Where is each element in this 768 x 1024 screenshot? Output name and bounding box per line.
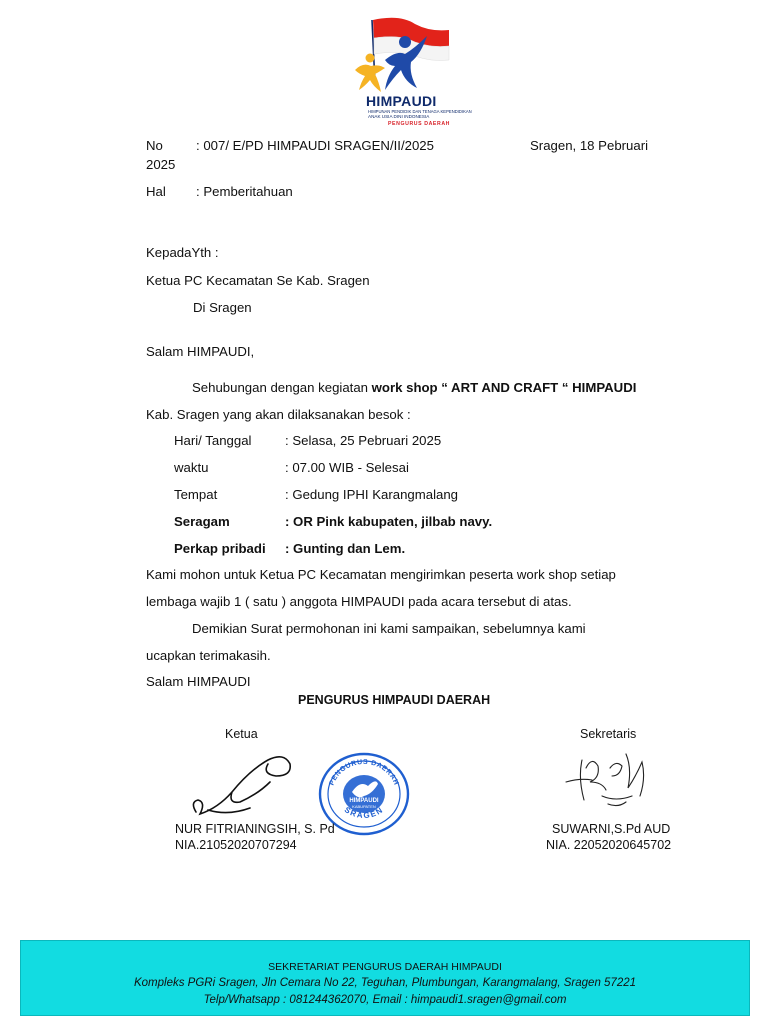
signatory-right-role: Sekretaris <box>580 727 637 741</box>
letter-subject-label: Hal <box>146 184 166 199</box>
detail-value: : OR Pink kabupaten, jilbab navy. <box>285 514 493 529</box>
letter-number-label: No <box>146 138 163 153</box>
signatory-right-name: SUWARNI,S.Pd AUD <box>552 822 671 836</box>
letter-body-2-line2: ucapkan terimakasih. <box>146 648 271 663</box>
letter-date-year: 2025 <box>146 157 176 172</box>
letter-org-heading: PENGURUS HIMPAUDI DAERAH <box>298 693 491 707</box>
logo-tagline-1: HIMPUNAN PENDIDIK DAN TENAGA KEPENDIDIKAN <box>368 109 472 114</box>
letter-recipient-location: Di Sragen <box>193 300 252 315</box>
letter-body-2-line1: Demikian Surat permohonan ini kami sampaikan, sebelumnya kami <box>192 621 586 636</box>
logo-tagline-2: ANAK USIA DINI INDONESIA <box>368 114 430 119</box>
signatory-left-nia: NIA.21052020707294 <box>175 838 297 852</box>
letter-number-value: : 007/ E/PD HIMPAUDI SRAGEN/II/2025 <box>196 138 434 153</box>
detail-value: : 07.00 WIB - Selesai <box>285 460 409 475</box>
detail-label: Seragam <box>174 514 230 529</box>
letter-greeting: Salam HIMPAUDI, <box>146 344 255 359</box>
letter-intro-line2: Kab. Sragen yang akan dilaksanakan besok : <box>146 407 411 422</box>
footer-title: SEKRETARIAT PENGURUS DAERAH HIMPAUDI <box>268 961 502 973</box>
detail-value: : Gunting dan Lem. <box>285 541 406 556</box>
letter-intro-prefix: Sehubungan dengan kegiatan <box>192 380 372 395</box>
logo-name: HIMPAUDI <box>366 93 437 109</box>
stamp-bottom-text: SRAGEN <box>342 805 386 821</box>
footer-contact: Telp/Whatsapp : 081244362070, Email : himpaudi1.sragen@gmail.com <box>203 994 567 1006</box>
signatory-left-role: Ketua <box>225 727 258 741</box>
logo-subtitle: PENGURUS DAERAH <box>388 121 451 127</box>
detail-label: waktu <box>174 460 209 475</box>
letter-closing: Salam HIMPAUDI <box>146 674 251 689</box>
signatory-right-nia: NIA. 22052020645702 <box>546 838 672 852</box>
detail-label: Tempat <box>174 487 218 502</box>
signature-left <box>188 742 298 822</box>
stamp-top-text: PENGURUS DAERAH <box>328 758 400 787</box>
detail-label: Perkap pribadi <box>174 541 266 556</box>
letter-to-line: KepadaYth : <box>146 245 219 260</box>
letter-subject-value: : Pemberitahuan <box>196 184 293 199</box>
signature-right <box>562 748 652 810</box>
stamp-center-sub: KABUPATEN <box>352 804 376 809</box>
detail-value: : Gedung IPHI Karangmalang <box>285 487 459 502</box>
signatory-left-name: NUR FITRIANINGSIH, S. Pd <box>175 822 335 836</box>
letter-recipient: Ketua PC Kecamatan Se Kab. Sragen <box>146 273 370 288</box>
letter-body-1-line2: lembaga wajib 1 ( satu ) anggota HIMPAUDI pada acara tersebut di atas. <box>146 594 572 609</box>
footer-address: Kompleks PGRi Sragen, Jln Cemara No 22, Teguhan, Plumbungan, Karangmalang, Sragen 57221 <box>133 977 637 989</box>
letter-intro <box>192 380 636 396</box>
letterhead-footer <box>20 940 750 1016</box>
detail-value: : Selasa, 25 Pebruari 2025 <box>285 433 442 448</box>
detail-label: Hari/ Tanggal <box>174 433 252 448</box>
letter-body-1-line1: Kami mohon untuk Ketua PC Kecamatan mengirimkan peserta work shop setiap <box>146 567 616 582</box>
stamp-center-text: HIMPAUDI <box>349 798 379 804</box>
letter-place-date: Sragen, 18 Pebruari <box>530 138 649 153</box>
letter-intro-event: work shop “ ART AND CRAFT “ HIMPAUDI <box>371 380 637 395</box>
